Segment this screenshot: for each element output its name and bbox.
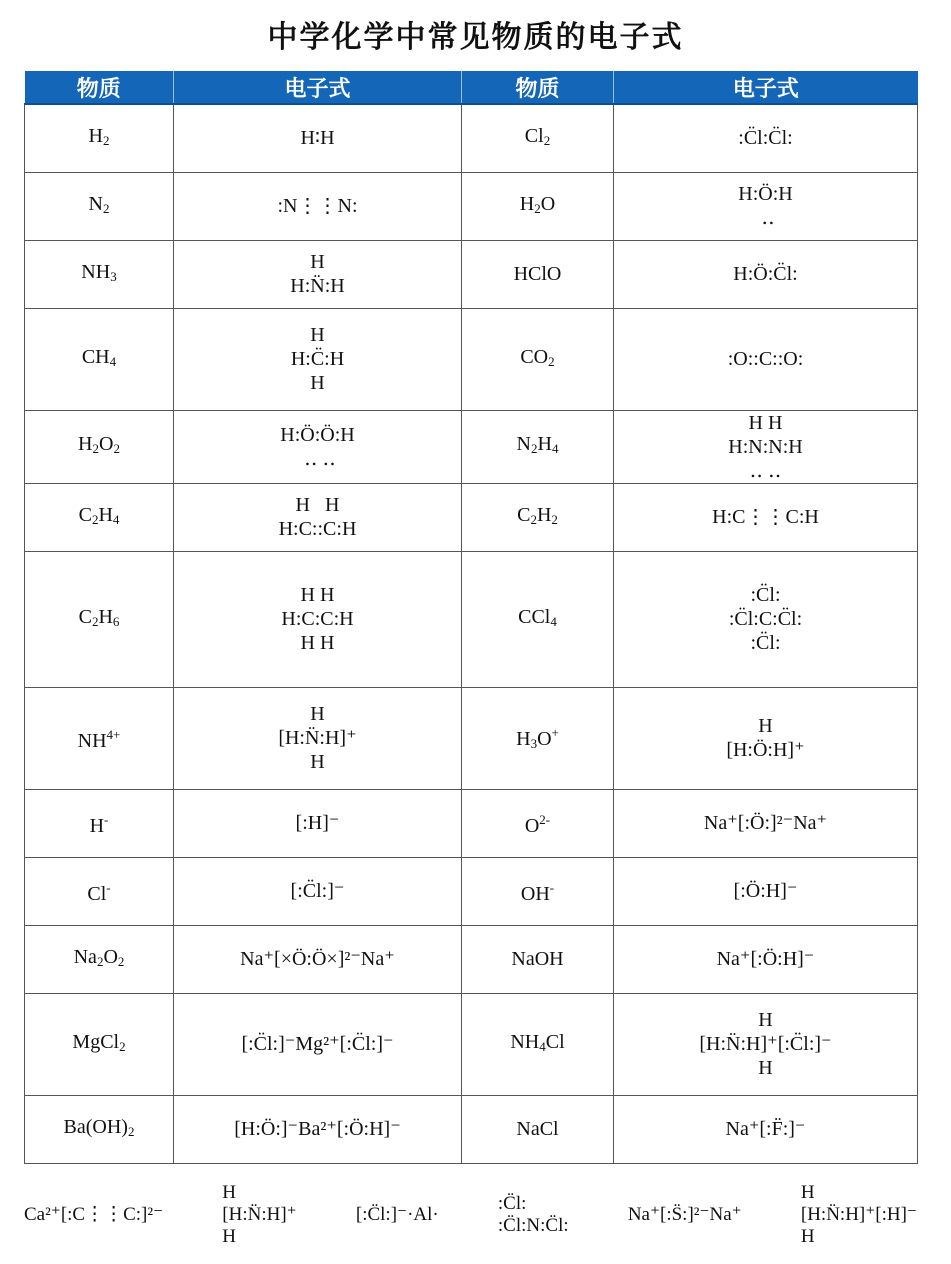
electron-formula	[738, 182, 792, 230]
formula-line: H H	[300, 632, 335, 654]
electron-formula	[726, 1117, 806, 1141]
table-row	[25, 172, 918, 240]
formula-line: [:H]⁻	[295, 812, 340, 834]
formula-line: H:C⋮⋮C:H	[712, 506, 819, 528]
electron-formula-cell	[174, 857, 462, 925]
electron-formula-cell	[174, 993, 462, 1095]
header-formula-right: 电子式	[614, 71, 918, 104]
formula-line: H H	[748, 411, 783, 434]
substance-cell	[25, 172, 174, 240]
extra-formulas-row	[24, 1175, 917, 1255]
substance-cell	[462, 687, 614, 789]
substance-formula: $C_2H_2$	[517, 503, 558, 527]
table-row	[25, 410, 918, 483]
electron-formula	[728, 347, 804, 371]
electron-formula-cell	[614, 410, 918, 483]
substance-formula: H-	[89, 812, 109, 837]
substance-formula: $CO_2$	[520, 345, 555, 369]
formula-line: H:N̈:H	[290, 275, 345, 297]
formula-line: H∶H	[300, 127, 335, 150]
formula-line: :C̈l:	[497, 1193, 527, 1214]
electron-formula-cell	[174, 1095, 462, 1163]
table-row	[25, 551, 918, 687]
formula-line: H:Ö:Ö:H	[280, 423, 355, 446]
electron-formula	[280, 423, 354, 471]
formula-line: H:Ö:C̈l:	[733, 263, 798, 285]
substance-formula: $H_2O_2$	[78, 433, 120, 456]
formula-line: H:N:N:H	[728, 435, 803, 458]
substance-formula: $H_2O$	[519, 192, 556, 216]
electron-formula	[278, 702, 356, 774]
electron-formula-cell	[174, 925, 462, 993]
electron-formula-cell	[174, 410, 462, 483]
formula-line: H	[222, 1226, 237, 1247]
formula-line: Na⁺[×Ö:Ö×]²⁻Na⁺	[240, 948, 395, 970]
extra-electron-formula	[222, 1182, 296, 1248]
substance-cell	[25, 993, 174, 1095]
substance-formula: NaCl	[516, 1118, 559, 1140]
substance-cell	[462, 172, 614, 240]
table-row	[25, 1095, 918, 1163]
electron-formula	[291, 323, 344, 395]
substance-cell	[25, 789, 174, 857]
substance-cell	[25, 857, 174, 925]
formula-line: ‥	[756, 207, 775, 229]
substance-formula: $CH_4$	[81, 345, 117, 369]
formula-line: H	[310, 703, 325, 725]
electron-formula	[296, 811, 340, 835]
formula-line: Na⁺[:F̈:]⁻	[725, 1118, 806, 1140]
substance-formula: $Ba(OH)_2$	[63, 1115, 135, 1139]
electron-formula-cell	[614, 104, 918, 172]
formula-line: [H:N̈:H]⁺[:H]⁻	[800, 1204, 917, 1225]
substance-formula: $NH_3$	[81, 260, 117, 284]
substance-cell	[25, 483, 174, 551]
substance-formula: $H_3O^+$	[516, 724, 559, 751]
formula-line: H	[758, 715, 773, 737]
formula-line: Na⁺[:Ö:]²⁻Na⁺	[703, 812, 828, 834]
formula-line: :O::C::O:	[727, 348, 804, 370]
formula-line: ‥ ‥	[749, 459, 782, 482]
substance-formula: $Cl_2$	[524, 124, 551, 148]
electron-formula-cell	[614, 687, 918, 789]
extra-electron-formula	[356, 1204, 439, 1226]
table-row	[25, 104, 918, 172]
substance-formula: $C_2H_4$	[78, 503, 120, 527]
formula-line: :C̈l:C̈l:	[738, 127, 793, 150]
formula-line: H	[758, 1057, 773, 1079]
electron-formula-cell	[614, 240, 918, 308]
substance-formula: OH-	[520, 880, 555, 905]
electron-formula-cell	[614, 551, 918, 687]
substance-cell	[462, 925, 614, 993]
substance-cell	[462, 240, 614, 308]
electron-formula	[279, 493, 357, 541]
formula-line: Na⁺[:S̈:]²⁻Na⁺	[627, 1204, 742, 1225]
substance-cell	[462, 483, 614, 551]
electron-formula-cell	[174, 308, 462, 410]
formula-line: :C̈l:C:C̈l:	[728, 608, 803, 630]
electron-formula	[281, 583, 353, 655]
formula-line: H	[310, 751, 325, 773]
electron-formula	[241, 1032, 393, 1056]
formula-line: Na⁺[:Ö:H]⁻	[716, 948, 815, 970]
electron-formula-cell	[614, 308, 918, 410]
electron-formula-cell	[614, 993, 918, 1095]
formula-line: [:C̈l:]⁻·Al·	[355, 1204, 439, 1225]
substance-cell	[25, 104, 174, 172]
substance-cell	[25, 551, 174, 687]
table-row	[25, 483, 918, 551]
substance-cell	[462, 1095, 614, 1163]
electron-formula	[729, 583, 802, 655]
formula-line: H:Ö:H	[738, 183, 793, 205]
table-row	[25, 789, 918, 857]
electron-formula-cell	[174, 172, 462, 240]
electron-formula	[738, 126, 792, 150]
formula-line: H H	[300, 584, 335, 606]
electron-formula-cell	[174, 483, 462, 551]
electron-formula	[300, 126, 334, 150]
substance-formula: MgCl$_2$	[72, 1030, 126, 1054]
formula-line: [H:Ö:H]⁺	[726, 739, 805, 761]
table-header-row	[25, 71, 918, 104]
substance-cell	[25, 410, 174, 483]
substance-formula: $Na_2O_2$	[73, 945, 125, 969]
electron-formula	[704, 811, 827, 835]
extra-electron-formula	[24, 1204, 163, 1226]
electron-formula-cell	[614, 857, 918, 925]
substance-cell	[462, 857, 614, 925]
formula-line: H:C:C:H	[281, 608, 354, 630]
formula-line: H	[800, 1182, 815, 1203]
electron-formula	[291, 879, 345, 903]
table-row	[25, 857, 918, 925]
formula-line: [:C̈l:]⁻	[290, 880, 345, 902]
formula-line: [H:N̈:H]⁺	[278, 727, 357, 749]
extra-electron-formula	[628, 1204, 742, 1226]
page-title: 中学化学中常见物质的电子式	[267, 20, 684, 55]
electron-formula-cell	[174, 240, 462, 308]
substance-formula: $NH^{4+}$	[77, 727, 121, 752]
electron-formula	[728, 411, 802, 483]
substance-formula: NaOH	[511, 948, 564, 970]
electron-formula-cell	[614, 789, 918, 857]
formula-line: H	[310, 324, 325, 346]
electron-formula-cell	[614, 1095, 918, 1163]
formula-line: :C̈l:N:C̈l:	[497, 1215, 569, 1236]
substance-cell	[462, 308, 614, 410]
substance-formula: $N_2H_4$	[516, 433, 559, 456]
formula-line: [H:Ö:]⁻Ba²⁺[:Ö:H]⁻	[234, 1118, 401, 1140]
substance-formula: $O^{2-}$	[524, 812, 551, 837]
extra-electron-formula	[498, 1193, 569, 1237]
formula-line: H	[310, 251, 325, 273]
table-row	[25, 240, 918, 308]
substance-cell	[462, 993, 614, 1095]
substance-formula: $NH_4Cl$	[510, 1030, 565, 1054]
substance-cell	[25, 1095, 174, 1163]
header-formula-left: 电子式	[174, 71, 462, 104]
formula-line: H	[222, 1182, 237, 1203]
substance-cell	[462, 410, 614, 483]
substance-formula: $H_2$	[88, 124, 110, 148]
table-row	[25, 687, 918, 789]
formula-line: H	[758, 1009, 773, 1031]
substance-cell	[25, 240, 174, 308]
formula-line: H:C̈:H	[290, 348, 345, 370]
table-row	[25, 308, 918, 410]
formula-line: :C̈l:	[750, 584, 781, 606]
extra-electron-formula	[801, 1182, 917, 1248]
substance-cell	[462, 104, 614, 172]
header-substance-right: 物质	[462, 71, 614, 104]
substance-formula: $N_2$	[88, 192, 110, 216]
table-row	[25, 993, 918, 1095]
formula-line: [:C̈l:]⁻Mg²⁺[:C̈l:]⁻	[241, 1033, 394, 1055]
electron-formula-cell	[614, 172, 918, 240]
formula-line: ‥ ‥	[299, 447, 336, 470]
formula-line: H	[800, 1226, 815, 1247]
electron-formula-cell	[614, 483, 918, 551]
electron-formula	[733, 262, 797, 286]
formula-line: Ca²⁺[:C⋮⋮C:]²⁻	[24, 1204, 164, 1225]
electron-formula	[699, 1008, 831, 1080]
electron-formula	[290, 250, 344, 298]
electron-formula	[726, 714, 804, 762]
electron-formula	[240, 947, 395, 971]
electron-formula-table	[24, 71, 918, 1164]
electron-formula	[734, 879, 798, 903]
substance-formula: CCl$_4$	[518, 605, 557, 629]
substance-formula: $C_2H_6$	[78, 605, 120, 629]
formula-line: :N⋮⋮N:	[277, 195, 358, 217]
electron-formula-cell	[174, 104, 462, 172]
formula-line: [H:N̈:H]⁺	[222, 1204, 297, 1225]
electron-formula-cell	[174, 687, 462, 789]
formula-line: H	[310, 372, 325, 394]
formula-line: :C̈l:	[750, 632, 781, 654]
electron-formula-cell	[614, 925, 918, 993]
formula-line: [:Ö:H]⁻	[733, 880, 798, 902]
substance-cell	[25, 308, 174, 410]
electron-formula	[717, 947, 815, 971]
formula-line: H H	[295, 494, 340, 516]
electron-formula	[712, 505, 819, 529]
header-substance-left: 物质	[25, 71, 174, 104]
formula-line: [H:N̈:H]⁺[:C̈l:]⁻	[699, 1033, 832, 1055]
substance-formula: HClO	[513, 263, 562, 285]
table-row	[25, 925, 918, 993]
substance-cell	[25, 687, 174, 789]
electron-formula	[278, 194, 358, 218]
electron-formula	[234, 1117, 401, 1141]
substance-cell	[462, 551, 614, 687]
formula-line: H:C::C:H	[278, 518, 357, 540]
substance-cell	[462, 789, 614, 857]
electron-formula-cell	[174, 789, 462, 857]
substance-formula: Cl-	[87, 880, 111, 905]
substance-cell	[25, 925, 174, 993]
electron-formula-cell	[174, 551, 462, 687]
